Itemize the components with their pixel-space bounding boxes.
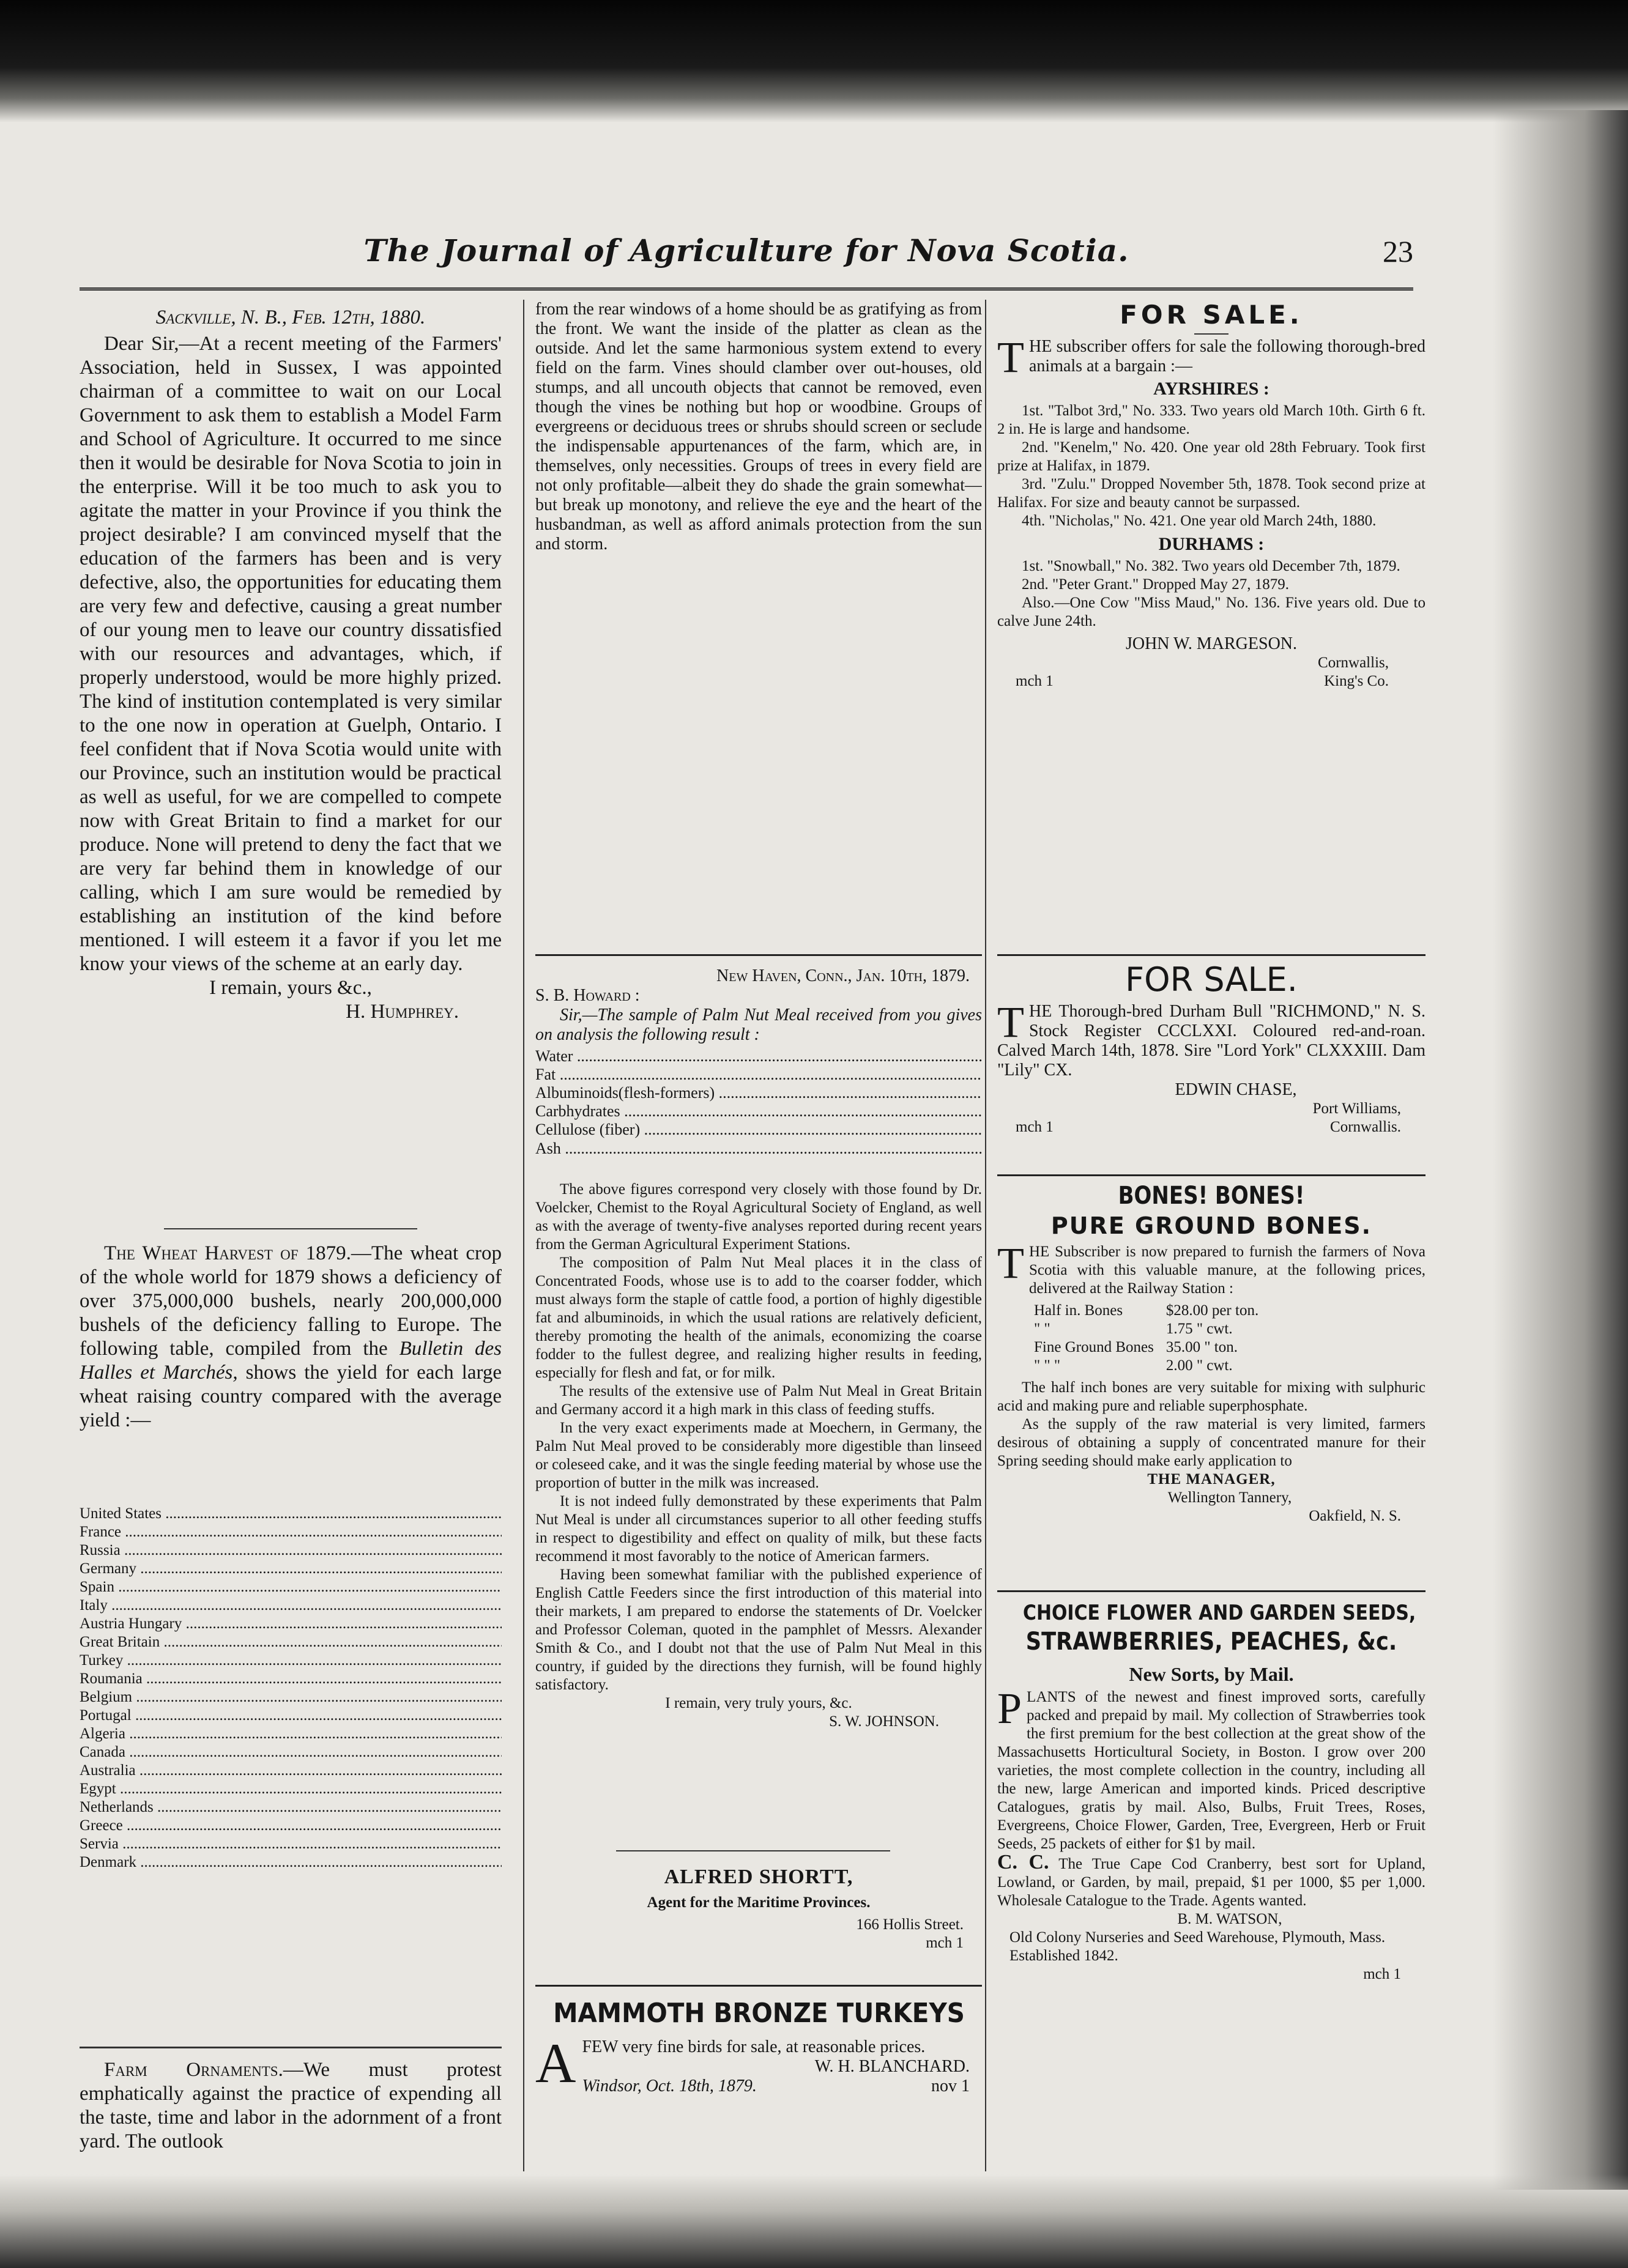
bones-ad: BONES! BONES! PURE GROUND BONES. THE Subscriber is now prepared to furnish the farmers of Nova Scotia with this valuable manure, at the following prices, delivered at the Railway Station : Half in. Bones $28.00 per ton. " " 1.75 " cwt. Fine Ground Bones 35.00 " ton. " " " 2.00 " cwt. The half inch bones are very suitable for mixing with sulphuric acid and making pure and reliable superphosphate. As the supply of the raw material is very limited, farmers desirous of obtaining a supply of concentrated manure for their Spring seeding should make early application to THE MANAGER, Wellington Tannery, Oakfield, N. S.	[997, 1182, 1425, 1524]
table-row	[80, 1835, 502, 1853]
sale-bull-ad: FOR SALE. THE Thorough-bred Durham Bull "RICHMOND," N. S. Stock Register CCCLXXI. Coloured red-and-roan. Calved March 14th, 1878. Sire "Lord York" CLXXXIII. Dam "Lily" CX. EDWIN CHASE, Port Williams, mch 1 Cornwallis.	[997, 960, 1425, 1135]
section-divider	[535, 1985, 982, 1987]
johnson-addressee: S. B. Howard :	[535, 986, 640, 1005]
johnson-intro: Sir,—The sample of Palm Nut Meal received from you gives on analysis the following result :	[535, 1006, 982, 1044]
bones-place2: Oakfield, N. S.	[1309, 1508, 1401, 1524]
section-divider	[997, 1174, 1425, 1176]
wheat-table	[80, 1450, 502, 1872]
turkeys-signature: W. H. BLANCHARD.	[814, 2057, 970, 2076]
table-row	[80, 1798, 502, 1817]
wheat-country: Greece .....	[80, 1817, 502, 1835]
section-divider	[616, 1850, 891, 1851]
scan-edge-top	[0, 0, 1628, 122]
shortt-address: 166 Hollis Street.	[856, 1916, 964, 1933]
johnson-paragraph: The above figures correspond very closely with those found by Dr. Voelcker, Chemist to the Royal Agricultural Society of England, as well as with the average of twenty-five analyses reported during recent years from the German Agricultural Experiment Stations.	[535, 1181, 982, 1253]
running-title: The Journal of Agriculture for Nova Scotia.	[363, 232, 1129, 269]
list-item: 4th. "Nicholas," No. 421. One year old March 24th, 1880.	[1022, 513, 1377, 529]
turkeys-ad: MAMMOTH BRONZE TURKEYS AFEW very fine birds for sale, at reasonable prices. W. H. BLANCHARD. Windsor, Oct. 18th, 1879. nov 1	[535, 1997, 982, 2096]
bones-paragraph: The half inch bones are very suitable for mixing with sulphuric acid and making pure and reliable superphosphate.	[997, 1379, 1425, 1414]
seeds-cc: C. C.	[997, 1851, 1049, 1873]
scan-edge-bottom	[0, 2174, 1628, 2268]
table-row	[1034, 1320, 1258, 1338]
list-item: 1st. "Talbot 3rd," No. 333. Two years old March 10th. Girth 6 ft. 2 in. He is large and handsome.	[997, 402, 1425, 437]
table-row	[1034, 1357, 1258, 1375]
seeds-body2: The True Cape Cod Cranberry, best sort for Upland, Lowland, or Garden, by mail, prepaid, $1 per 1000, $5 per 1,000. Wholesale Catalogue to the Trade. Agents wanted.	[997, 1856, 1425, 1909]
johnson-paragraph: The results of the extensive use of Palm Nut Meal in Great Britain and Germany accord it a high mark in this class of feeding stuffs.	[535, 1383, 982, 1418]
table-row	[535, 1121, 982, 1139]
wheat-country: Algeria .....	[80, 1725, 502, 1743]
wheat-country: Netherlands .....	[80, 1798, 502, 1817]
shortt-title: Agent for the Maritime Provinces.	[647, 1894, 871, 1911]
table-row	[80, 1780, 502, 1798]
price-item: Half in. Bones	[1034, 1302, 1123, 1319]
shortt-name: ALFRED SHORTT,	[664, 1866, 853, 1888]
analysis-item: Fat .....	[535, 1065, 982, 1084]
table-row	[80, 1596, 502, 1615]
list-item: 2nd. "Peter Grant." Dropped May 27, 1879.	[1022, 576, 1289, 593]
table-row	[80, 1762, 502, 1780]
seeds-heading2: STRAWBERRIES, PEACHES, &c.	[1025, 1628, 1397, 1656]
table-row	[80, 1725, 502, 1743]
johnson-signature: S. W. JOHNSON.	[829, 1713, 939, 1730]
bones-body	[997, 1379, 1425, 1470]
table-row	[80, 1615, 502, 1633]
price-value: 2.00 " cwt.	[1165, 1357, 1233, 1374]
analysis-table	[535, 1047, 982, 1177]
johnson-dateline: New Haven, Conn., Jan. 10th, 1879.	[716, 966, 970, 985]
sale1-heading: FOR SALE.	[1120, 300, 1303, 330]
price-item: " "	[1034, 1321, 1050, 1337]
table-row	[80, 1743, 502, 1762]
table-row	[535, 1084, 982, 1102]
johnson-letter	[535, 966, 982, 1731]
price-item: Fine Ground Bones	[1034, 1339, 1154, 1355]
wheat-country: Denmark .....	[80, 1853, 502, 1872]
seeds-heading1: CHOICE FLOWER AND GARDEN SEEDS,	[1023, 1601, 1416, 1625]
table-row	[80, 1541, 502, 1560]
newspaper-page	[80, 202, 1493, 2177]
analysis-item: Water .....	[535, 1047, 982, 1065]
letter-body: Dear Sir,—At a recent meeting of the Farmers' Association, held in Sussex, I was appointed chairman of a committee to wait on our Local Government to ask them to establish a Model Farm and School of Agriculture. It occurred to me since then it would be desirable for Nova Scotia to join in the enterprise. Will it be too much to ask you to agitate the matter in your Province if you think the project desirable? I am convinced myself that the education of the farmers has been and is very defective, also, the opportunities for educating them are very few and defective, causing a great number of our young men to leave our country dissatisfied with our resources and advantages, which, if properly understood, would be more highly prized. The kind of institution contemplated is very similar to the one now in operation at Guelph, Ontario. I feel confident that if Nova Scotia would unite with our Province, such an institution would be practical as well as useful, for we are compelled to compete now with Great Britain to find a market for our produce. None will pretend to deny the fact that we are very far behind them in knowledge of our calling, which I am sure would be remedied by establishing an institution of the kind before mentioned. I will esteem it a favor if you let me know your views of the scheme at an early day.	[80, 333, 502, 975]
bones-heading: BONES! BONES!	[1118, 1182, 1305, 1210]
wheat-country: Egypt .....	[80, 1780, 502, 1798]
table-row	[535, 1065, 982, 1084]
ayrshires-list	[997, 402, 1425, 530]
wheat-country: Belgium .....	[80, 1688, 502, 1707]
table-row	[80, 1707, 502, 1725]
bones-paragraph: As the supply of the raw material is very limited, farmers desirous of obtaining a supply of concentrated manure for their Spring seeding should make early application to	[997, 1416, 1425, 1469]
bones-intro: HE Subscriber is now prepared to furnish the farmers of Nova Scotia with this valuable manure, at the following prices, delivered at the Railway Station :	[1028, 1243, 1425, 1297]
scan-edge-right	[1493, 110, 1628, 2190]
seeds-signature: B. M. WATSON,	[1177, 1911, 1282, 1927]
turkeys-heading: MAMMOTH BRONZE TURKEYS	[553, 1998, 965, 2029]
farm-ornaments-heading: Farm Ornaments.	[104, 2059, 283, 2081]
johnson-paragraph: In the very exact experiments made at Moechern, in Germany, the Palm Nut Meal proved to be considerably more digestible than linseed or coleseed cake, and it was the single feeding material by whose use the proportion of butter in the milk was increased.	[535, 1420, 982, 1491]
wheat-country: Portugal .....	[80, 1707, 502, 1725]
farm-ornaments-body-cont: from the rear windows of a home should be as gratifying as from the front. We want the inside of the platter as clean as the outside. And let the same harmonious system extend to every field on the farm. Vines should clamber over out-houses, old stumps, and all uncouth objects that cannot be removed, even though the vines be nothing but hop or woodbine. Groups of evergreens or deciduous trees or shrubs should screen or seclude the indispensable appurtenances of the farm, which are, in themselves, only necessities. Groups of trees in every field are not only profitable—albeit they do shade the grain somewhat—but break up monotony, and relieve the eye and the heart of the husbandman, as well as afford animals protection from the sun and storm.	[535, 300, 982, 554]
farm-ornaments-article	[80, 2058, 502, 2154]
bones-manager: THE MANAGER,	[1147, 1471, 1276, 1488]
wheat-country: Italy .....	[80, 1596, 502, 1615]
seeds-mark: mch 1	[1363, 1966, 1401, 1982]
wheat-country: Roumania .....	[80, 1670, 502, 1688]
letter-signature: H. Humphrey.	[346, 1001, 459, 1023]
section-divider	[535, 954, 982, 956]
letter-humphrey	[80, 306, 502, 1024]
section-divider	[164, 1228, 417, 1229]
sale2-mark: mch 1	[1016, 1119, 1054, 1135]
turkeys-body: FEW very fine birds for sale, at reasonable prices.	[582, 2037, 926, 2056]
section-divider	[997, 954, 1425, 956]
seeds-ad: CHOICE FLOWER AND GARDEN SEEDS, STRAWBERRIES, PEACHES, &c. New Sorts, by Mail. PLANTS of the newest and finest improved sorts, carefully packed and prepaid by mail. My collection of Strawberries took the first premium for the best collection at the great show of the Massachusetts Horticultural Society, in Boston. I grow over 200 varieties, the most complete collection in the country, including all the new, large American and imported kinds. Priced descriptive Catalogues, gratis by mail. Also, Bulbs, Fruit Trees, Roses, Evergreens, Choice Flower, Garden, Tree, Evergreen, Herb or Fruit Seeds, 25 packets of either for $1 by mail. C. C. The True Cape Cod Cranberry, best sort for Upland, Lowland, or Garden, by mail, prepaid, $1 per 1000, $5 per 1,000. Wholesale Catalogue to the Trade. Agents wanted. B. M. WATSON, Old Colony Nurseries and Seed Warehouse, Plymouth, Mass. Established 1842. mch 1	[997, 1601, 1425, 1982]
column-middle	[523, 300, 982, 2171]
letter-closing: I remain, yours &c.,	[209, 977, 372, 999]
section-divider	[997, 1590, 1425, 1592]
table-row	[80, 1560, 502, 1578]
farm-ornaments-continued	[535, 300, 982, 554]
johnson-paragraph: The composition of Palm Nut Meal places it in the class of Concentrated Foods, whose use is to add to the coarser fodder, which must always form the staple of cattle food, a portion of highly digestible fat and albuminoids, in which the usual rations are relatively deficient, thereby promoting the health of the animals, economizing the coarse fodder to the fullest degree, and realizing higher results in feeding, especially for flesh and fat, or for milk.	[535, 1254, 982, 1381]
analysis-item: Ash .....	[535, 1139, 982, 1158]
turkeys-mark: nov 1	[931, 2077, 970, 2096]
table-row	[80, 1523, 502, 1541]
wheat-heading: The Wheat Harvest of 1879.	[104, 1242, 351, 1264]
price-value: $28.00 per ton.	[1165, 1302, 1259, 1319]
price-item: " " "	[1034, 1357, 1061, 1374]
list-item: 1st. "Snowball," No. 382. Two years old December 7th, 1879.	[1022, 558, 1400, 574]
wheat-country: Austria Hungary .....	[80, 1615, 502, 1633]
table-row	[535, 1047, 982, 1065]
sale1-signature: JOHN W. MARGESON.	[1125, 634, 1298, 653]
sale1-mark: mch 1	[1016, 673, 1054, 689]
column-right	[985, 300, 1425, 2171]
table-row	[80, 1578, 502, 1596]
analysis-item: Cellulose (fiber) .....	[535, 1121, 982, 1139]
table-row	[80, 1505, 502, 1523]
price-value: 35.00 " ton.	[1165, 1339, 1238, 1355]
johnson-paragraph: It is not indeed fully demonstrated by these experiments that Palm Nut Meal is under all circumstances superior to all other feeding stuffs in respect to digestibility and effect on quality of milk, but these facts recommend it most favorably to the notice of American farmers.	[535, 1493, 982, 1565]
sale2-place2: Cornwallis.	[1330, 1119, 1401, 1135]
sale-ayrshires-ad: FOR SALE. THE subscriber offers for sale the following thorough-bred animals at a bargain :— AYRSHIRES : 1st. "Talbot 3rd," No. 333. Two years old March 10th. Girth 6 ft. 2 in. He is large and handsome. 2nd. "Kenelm," No. 420. One year old 28th February. Took first prize at Halifax, in 1879. 3rd. "Zulu." Dropped November 5th, 1878. Took second prize at Halifax. For size and beauty cannot be surpassed. 4th. "Nicholas," No. 421. One year old March 24th, 1880. DURHAMS : 1st. "Snowball," No. 382. Two years old December 7th, 1879. 2nd. "Peter Grant." Dropped May 27, 1879. Also.—One Cow "Miss Maud," No. 136. Five years old. Due to calve June 24th. JOHN W. MARGESON. Cornwallis, mch 1 King's Co.	[997, 300, 1425, 689]
table-row	[80, 1651, 502, 1670]
analysis-item: Albuminoids(flesh-formers) .....	[535, 1084, 982, 1102]
turkeys-place: Windsor, Oct. 18th, 1879.	[582, 2077, 757, 2096]
table-row	[1034, 1302, 1258, 1320]
wheat-country: Servia .....	[80, 1835, 502, 1853]
wheat-country: Canada .....	[80, 1743, 502, 1762]
ayrshires-heading: AYRSHIRES :	[1153, 379, 1269, 399]
table-row	[80, 1817, 502, 1835]
table-row	[535, 1139, 982, 1158]
durhams-list	[997, 557, 1425, 631]
wheat-country: France .....	[80, 1523, 502, 1541]
sale2-body: HE Thorough-bred Durham Bull "RICHMOND," N. S. Stock Register CCCLXXI. Coloured red-and-roan. Calved March 14th, 1878. Sire "Lord York" CLXXXIII. Dam "Lily" CX.	[997, 1002, 1425, 1080]
table-row	[80, 1670, 502, 1688]
bones-price-table	[1034, 1302, 1258, 1375]
wheat-source: Bulletin des Halles et Marchés,	[80, 1338, 502, 1384]
seeds-body1: LANTS of the newest and finest improved sorts, carefully packed and prepaid by mail. My collection of Strawberries took the first premium for the best collection at the great show of the Massachusetts Horticultural Society, in Boston. I grow over 200 varieties, the most complete collection in the country, including all the new, large American and imported kinds. Priced descriptive Catalogues, gratis by mail. Also, Bulbs, Fruit Trees, Roses, Evergreens, Choice Flower, Garden, Tree, Evergreen, Herb or Fruit Seeds, 25 packets of either for $1 by mail.	[997, 1689, 1425, 1852]
list-item: Also.—One Cow "Miss Maud," No. 136. Five years old. Due to calve June 24th.	[997, 595, 1425, 629]
wheat-country: Turkey .....	[80, 1651, 502, 1670]
sale1-intro: HE subscriber offers for sale the following thorough-bred animals at a bargain :—	[1028, 337, 1425, 376]
wheat-intro: —The wheat crop of the whole world for 1879 shows a deficiency of over 375,000,000 bushels, nearly 200,000,000 bushels of the deficiency falling to Europe. The following table, compiled from the	[80, 1242, 502, 1360]
wheat-country: Germany .....	[80, 1560, 502, 1578]
seeds-address: Old Colony Nurseries and Seed Warehouse, Plymouth, Mass. Established 1842.	[1009, 1929, 1386, 1964]
list-item: 3rd. "Zulu." Dropped November 5th, 1878. Took second prize at Halifax. For size and beauty cannot be surpassed.	[997, 476, 1425, 511]
section-divider	[80, 2047, 502, 2048]
durhams-heading: DURHAMS :	[1158, 534, 1265, 554]
wheat-country: Spain .....	[80, 1578, 502, 1596]
wheat-harvest-article	[80, 1242, 502, 1432]
letter-dateline: Sackville, N. B., Feb. 12th, 1880.	[155, 306, 426, 328]
sale2-signature: EDWIN CHASE,	[1175, 1080, 1297, 1099]
sale2-place1: Port Williams,	[1312, 1100, 1401, 1117]
page-header	[80, 232, 1413, 291]
wheat-country: United States .....	[80, 1505, 502, 1523]
farm-ornaments-body: —We must protest emphatically against the practice of expending all the taste, time and labor in the adornment of a front yard. The outlook	[80, 2059, 502, 2152]
bones-place1: Wellington Tannery,	[1167, 1489, 1292, 1506]
wheat-country: Great Britain .....	[80, 1633, 502, 1651]
wheat-country: Australia .....	[80, 1762, 502, 1780]
johnson-paragraph: Having been somewhat familiar with the published experience of English Cattle Feeders since the first introduction of this material into their markets, I am prepared to endorse the statements of Dr. Voelcker and Professor Coleman, quoted in the pamphlet of Messrs. Alexander Smith & Co., and I doubt not that the use of Palm Nut Meal in this country, if guided by the directions they furnish, will be found highly satisfactory.	[535, 1566, 982, 1693]
johnson-paragraphs	[535, 1180, 982, 1694]
sale1-place1: Cornwallis,	[1318, 654, 1389, 671]
wheat-intro-end: shows the yield for each large wheat raising country compared with the average yield :—	[80, 1362, 502, 1431]
column-left	[80, 300, 502, 2171]
shortt-ad	[535, 1866, 982, 1952]
table-row	[1034, 1338, 1258, 1357]
list-item: 2nd. "Kenelm," No. 420. One year old 28th February. Took first prize at Halifax, in 1879.	[997, 439, 1425, 474]
sale2-heading: FOR SALE.	[1125, 960, 1298, 999]
sale1-place2: King's Co.	[1324, 673, 1389, 689]
bones-subheading: PURE GROUND BONES.	[1050, 1212, 1372, 1239]
table-row	[80, 1853, 502, 1872]
johnson-closing: I remain, very truly yours, &c.	[665, 1695, 852, 1711]
table-row	[80, 1633, 502, 1651]
wheat-country: Russia .....	[80, 1541, 502, 1560]
seeds-subheading: New Sorts, by Mail.	[1129, 1663, 1294, 1685]
analysis-item: Carbhydrates .....	[535, 1102, 982, 1121]
price-value: 1.75 " cwt.	[1165, 1321, 1233, 1337]
page-number: 23	[1383, 234, 1413, 269]
table-row	[80, 1688, 502, 1707]
shortt-mark: mch 1	[926, 1935, 964, 1951]
table-row	[535, 1102, 982, 1121]
